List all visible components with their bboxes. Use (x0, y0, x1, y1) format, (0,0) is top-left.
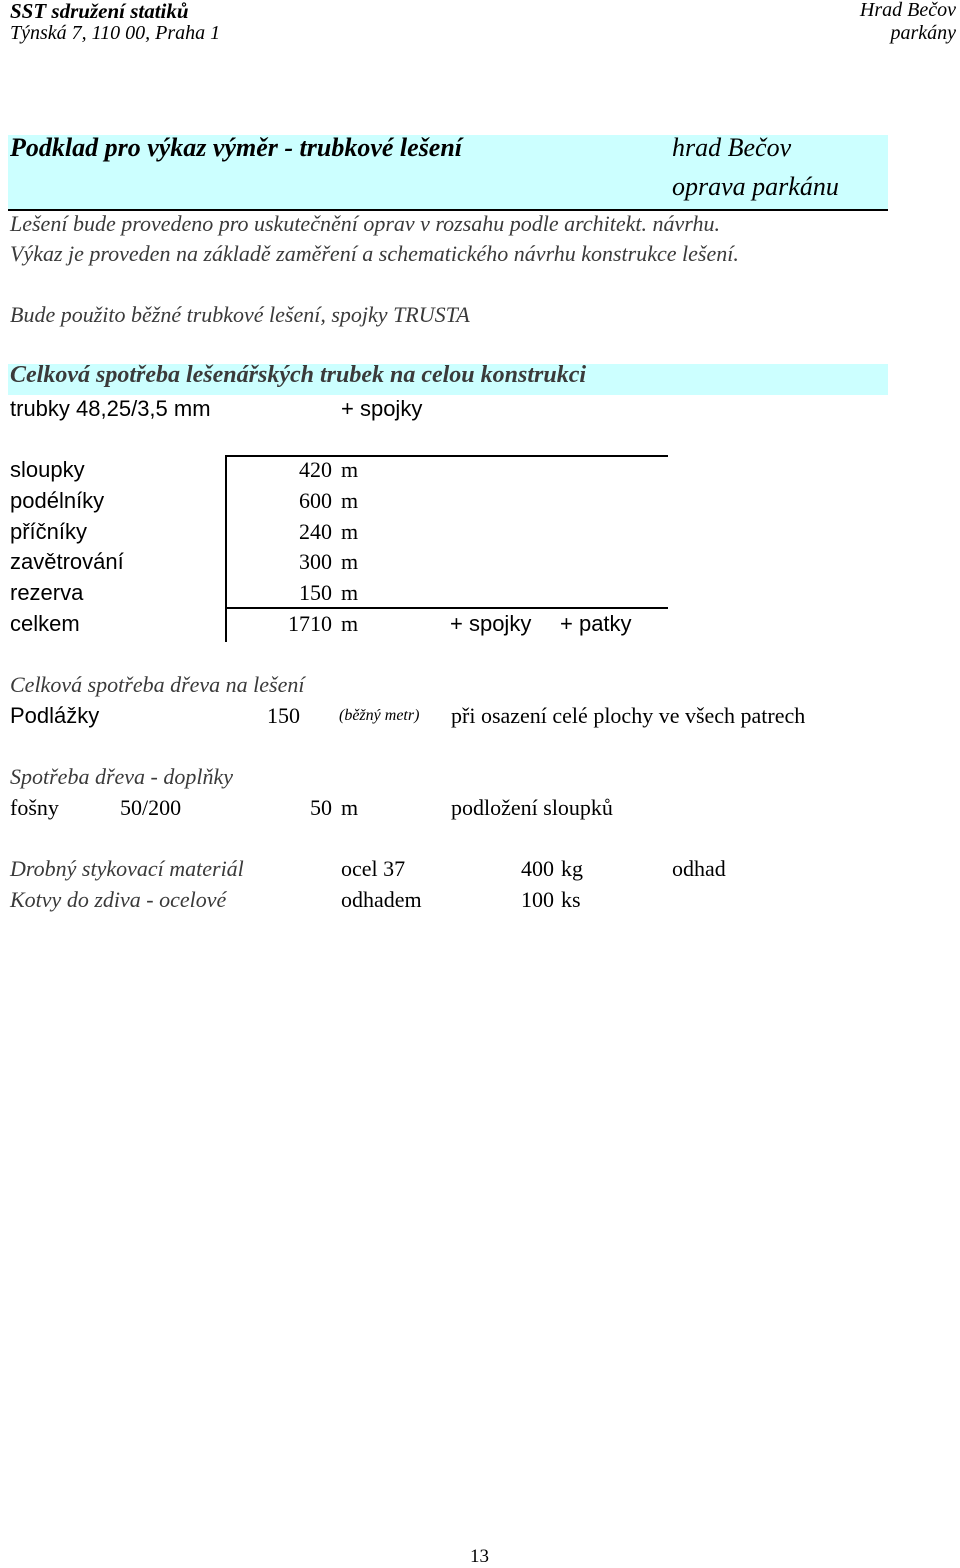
tube-row-value: 420 (299, 457, 332, 482)
tube-row-unit: m (341, 488, 359, 513)
tube-row-unit: m (341, 457, 359, 482)
tube-row-unit: m (341, 549, 359, 574)
tube-total-note-2: + patky (560, 611, 632, 636)
wood-extra-label: fošny (10, 795, 59, 820)
document-title: Podklad pro výkaz výměr - trubkové lešení (10, 133, 463, 162)
table-vertical-rule (225, 455, 227, 642)
intro-line-1: Lešení bude provedeno pro uskutečnění oprav v rozsahu podle architekt. návrhu. (10, 211, 720, 236)
wood-note: při osazení celé plochy ve všech patrech (451, 703, 806, 728)
table-total-rule (226, 607, 668, 609)
tube-row-unit: m (341, 519, 359, 544)
page-number: 13 (470, 1546, 489, 1567)
site-work: oprava parkánu (672, 172, 839, 201)
tube-row-label: příčníky (10, 519, 88, 544)
header-address: Týnská 7, 110 00, Praha 1 (10, 22, 221, 44)
tube-row-label: zavětrování (10, 549, 124, 574)
tube-row-value: 240 (299, 519, 332, 544)
tube-row-label: sloupky (10, 457, 85, 482)
tube-row-label: podélníky (10, 488, 105, 513)
intro-line-2: Výkaz je proveden na základě zaměření a schematického návrhu konstrukce lešení. (10, 241, 739, 266)
wood-extra-unit: m (341, 795, 359, 820)
wood-label: Podlážky (10, 703, 100, 728)
site-name: hrad Bečov (672, 133, 792, 162)
wood-extra-value: 50 (310, 795, 332, 820)
wood-heading: Celková spotřeba dřeva na lešení (10, 672, 305, 697)
misc-note: odhad (672, 856, 726, 881)
tube-total-value: 1710 (288, 611, 332, 636)
misc-value: 400 (521, 856, 554, 881)
header-project: Hrad Bečov (859, 0, 956, 21)
tube-row-value: 300 (299, 549, 332, 574)
misc-spec: ocel 37 (341, 856, 406, 881)
tube-total-note-1: + spojky (450, 611, 532, 636)
tubes-heading: Celková spotřeba lešenářských trubek na celou konstrukci (10, 362, 587, 388)
misc-label: Kotvy do zdiva - ocelové (10, 887, 227, 912)
tube-total-unit: m (341, 611, 359, 636)
tube-total-label: celkem (10, 611, 80, 636)
wood-unit: (běžný metr) (339, 707, 420, 724)
tube-row-value: 150 (299, 580, 332, 605)
misc-unit: kg (561, 856, 583, 881)
header-part: parkány (890, 22, 956, 44)
misc-label: Drobný stykovací materiál (10, 856, 244, 881)
tubes-spec-note: + spojky (341, 396, 423, 421)
wood-extra-note: podložení sloupků (451, 795, 613, 820)
tubes-spec: trubky 48,25/3,5 mm (10, 396, 211, 421)
header-company: SST sdružení statiků (10, 0, 189, 23)
wood-extra-heading: Spotřeba dřeva - doplňky (10, 764, 233, 789)
tube-row-unit: m (341, 580, 359, 605)
table-top-rule (226, 455, 668, 457)
misc-value: 100 (521, 887, 554, 912)
tube-row-value: 600 (299, 488, 332, 513)
wood-extra-size: 50/200 (120, 795, 182, 820)
intro-line-3: Bude použito běžné trubkové lešení, spojky TRUSTA (10, 302, 470, 327)
tube-row-label: rezerva (10, 580, 84, 605)
wood-value: 150 (267, 703, 300, 728)
misc-spec: odhadem (341, 887, 422, 912)
misc-unit: ks (561, 887, 581, 912)
